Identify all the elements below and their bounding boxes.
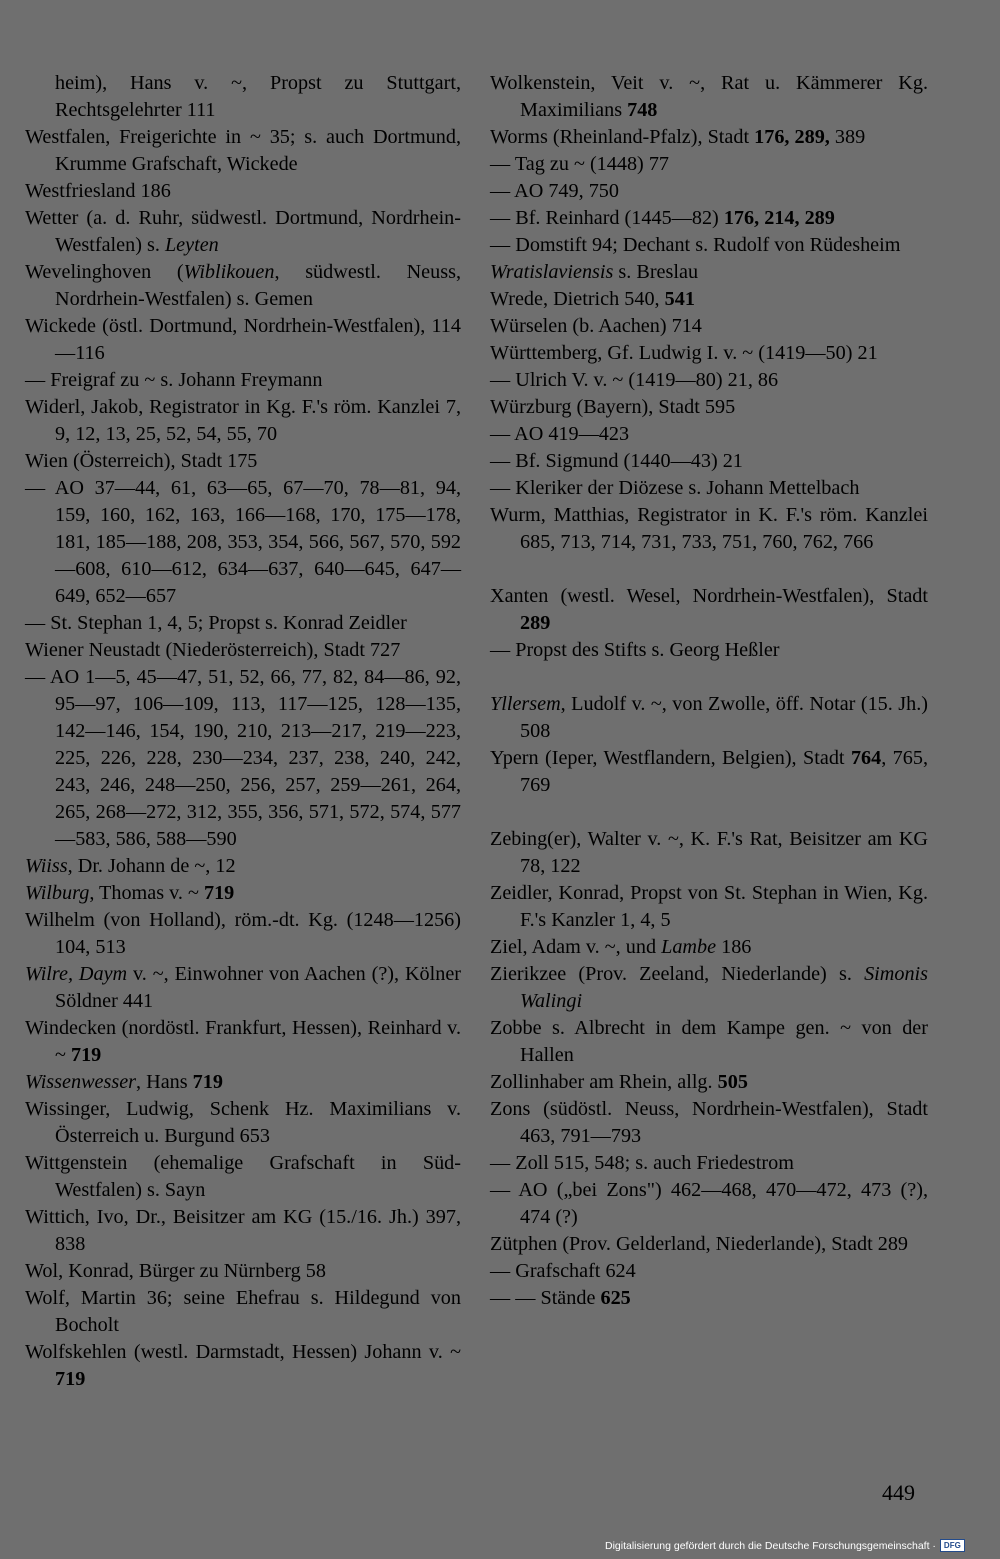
index-entry: Wevelinghoven (Wiblikouen, südwestl. Neuss, Nordrhein-Westfalen) s. Gemen — [25, 261, 461, 310]
section-gap — [490, 556, 928, 583]
index-entry: — Domstift 94; Dechant s. Rudolf von Rüdesheim — [490, 234, 901, 256]
index-entry: — Bf. Reinhard (1445—82) 176, 214, 289 — [490, 207, 835, 229]
index-entry: Westfalen, Freigerichte in ~ 35; s. auch Dortmund, Krumme Grafschaft, Wickede — [25, 126, 461, 175]
index-entry: — AO 749, 750 — [490, 180, 619, 202]
index-entry: Wien (Österreich), Stadt 175 — [25, 450, 258, 472]
index-entry: Wratislaviensis s. Breslau — [490, 261, 699, 283]
index-entry: — Propst des Stifts s. Georg Heßler — [490, 639, 780, 661]
index-entry: Wissinger, Ludwig, Schenk Hz. Maximilians v. Österreich u. Burgund 653 — [25, 1098, 461, 1147]
index-entry: Wolf, Martin 36; seine Ehefrau s. Hildegund von Bocholt — [25, 1287, 461, 1336]
index-entry: — St. Stephan 1, 4, 5; Propst s. Konrad Zeidler — [25, 612, 407, 634]
index-entry: heim), Hans v. ~, Propst zu Stuttgart, Rechtsgelehrter 111 — [55, 72, 461, 121]
index-entry: Westfriesland 186 — [25, 180, 171, 202]
index-entry: Wissenwesser, Hans 719 — [25, 1071, 223, 1093]
index-entry: Wetter (a. d. Ruhr, südwestl. Dortmund, Nordrhein-Westfalen) s. Leyten — [25, 207, 461, 256]
index-entry: Wickede (östl. Dortmund, Nordrhein-Westfalen), 114—116 — [25, 315, 461, 364]
index-entry: Zeidler, Konrad, Propst von St. Stephan in Wien, Kg. F.'s Kanzler 1, 4, 5 — [490, 882, 928, 931]
page-number: 449 — [882, 1480, 915, 1505]
section-gap — [490, 799, 928, 826]
index-entry: Zollinhaber am Rhein, allg. 505 — [490, 1071, 748, 1093]
index-entry: — Zoll 515, 548; s. auch Friedestrom — [490, 1152, 794, 1174]
index-entry: Worms (Rheinland-Pfalz), Stadt 176, 289, 389 — [490, 126, 866, 148]
index-entry: — — Stände 625 — [490, 1287, 631, 1309]
index-entry: Wurm, Matthias, Registrator in K. F.'s röm. Kanzlei 685, 713, 714, 731, 733, 751, 760, 762, 766 — [490, 504, 928, 553]
index-column-left — [25, 70, 461, 1393]
index-entry: Zobbe s. Albrecht in dem Kampe gen. ~ von der Hallen — [490, 1017, 928, 1066]
index-entry: Würzburg (Bayern), Stadt 595 — [490, 396, 736, 418]
index-entry: — Grafschaft 624 — [490, 1260, 636, 1282]
dfg-logo-icon: DFG — [940, 1539, 965, 1552]
index-entry: — Ulrich V. v. ~ (1419—80) 21, 86 — [490, 369, 779, 391]
index-entry: Würselen (b. Aachen) 714 — [490, 315, 702, 337]
index-entry: — Bf. Sigmund (1440—43) 21 — [490, 450, 743, 472]
index-entry: — AO 1—5, 45—47, 51, 52, 66, 77, 82, 84—86, 92, 95—97, 106—109, 113, 117—125, 128—135, 142—146, 154, 190, 210, 213—217, 219—223, 225, 226, 228, 230—234, 237, 238, 240, 242, 243, 246, 248—250, 256, 257, 259—261, 264, 265, 268—272, 312, 355, 356, 571, 572, 574, 577—583, 586, 588—590 — [25, 666, 461, 850]
index-entry: Xanten (westl. Wesel, Nordrhein-Westfalen), Stadt 289 — [490, 585, 928, 634]
index-entry: Wilre, Daym v. ~, Einwohner von Aachen (?), Kölner Söldner 441 — [25, 963, 462, 1012]
index-entry: Wilhelm (von Holland), röm.-dt. Kg. (1248—1256) 104, 513 — [25, 909, 461, 958]
index-entry: Zons (südöstl. Neuss, Nordrhein-Westfalen), Stadt 463, 791—793 — [490, 1098, 928, 1147]
footer-text: Digitalisierung gefördert durch die Deutsche Forschungsgemeinschaft · — [605, 1539, 936, 1552]
index-entry: Wittgenstein (ehemalige Grafschaft in Süd-Westfalen) s. Sayn — [25, 1152, 461, 1201]
index-entry: Zebing(er), Walter v. ~, K. F.'s Rat, Beisitzer am KG 78, 122 — [490, 828, 928, 877]
index-entry: Zierikzee (Prov. Zeeland, Niederlande) s. Simonis Walingi — [490, 963, 928, 1012]
index-entry: Ziel, Adam v. ~, und Lambe 186 — [490, 936, 752, 958]
index-entry: Wiener Neustadt (Niederösterreich), Stadt 727 — [25, 639, 401, 661]
index-entry: Yllersem, Ludolf v. ~, von Zwolle, öff. Notar (15. Jh.) 508 — [490, 693, 928, 742]
dfg-footer — [605, 1539, 965, 1552]
index-entry: Wol, Konrad, Bürger zu Nürnberg 58 — [25, 1260, 326, 1282]
index-entry: Wiiss, Dr. Johann de ~, 12 — [25, 855, 236, 877]
index-entry: Wilburg, Thomas v. ~ 719 — [25, 882, 235, 904]
index-entry: — Tag zu ~ (1448) 77 — [490, 153, 670, 175]
section-gap — [490, 664, 928, 691]
index-entry: Windecken (nordöstl. Frankfurt, Hessen), Reinhard v. ~ 719 — [25, 1017, 461, 1066]
index-entry: Ypern (Ieper, Westflandern, Belgien), Stadt 764, 765, 769 — [490, 747, 929, 796]
index-entry: — Freigraf zu ~ s. Johann Freymann — [25, 369, 323, 391]
index-entry: Widerl, Jakob, Registrator in Kg. F.'s röm. Kanzlei 7, 9, 12, 13, 25, 52, 54, 55, 70 — [25, 396, 461, 445]
index-entry: Wolkenstein, Veit v. ~, Rat u. Kämmerer Kg. Maximilians 748 — [490, 72, 928, 121]
index-column-right — [490, 70, 928, 1312]
index-entry: Wrede, Dietrich 540, 541 — [490, 288, 695, 310]
index-entry: Wolfskehlen (westl. Darmstadt, Hessen) Johann v. ~ 719 — [25, 1341, 461, 1390]
index-entry: — AO („bei Zons") 462—468, 470—472, 473 (?), 474 (?) — [490, 1179, 928, 1228]
index-entry: Württemberg, Gf. Ludwig I. v. ~ (1419—50) 21 — [490, 342, 878, 364]
index-entry: Wittich, Ivo, Dr., Beisitzer am KG (15./16. Jh.) 397, 838 — [25, 1206, 461, 1255]
index-entry: — Kleriker der Diözese s. Johann Mettelbach — [490, 477, 860, 499]
index-entry: Zütphen (Prov. Gelderland, Niederlande), Stadt 289 — [490, 1233, 909, 1255]
index-entry: — AO 419—423 — [490, 423, 630, 445]
index-entry: — AO 37—44, 61, 63—65, 67—70, 78—81, 94, 159, 160, 162, 163, 166—168, 170, 175—178, 181, 185—188, 208, 353, 354, 566, 567, 570, 592—608, 610—612, 634—637, 640—645, 647—649, 652—657 — [25, 477, 461, 607]
